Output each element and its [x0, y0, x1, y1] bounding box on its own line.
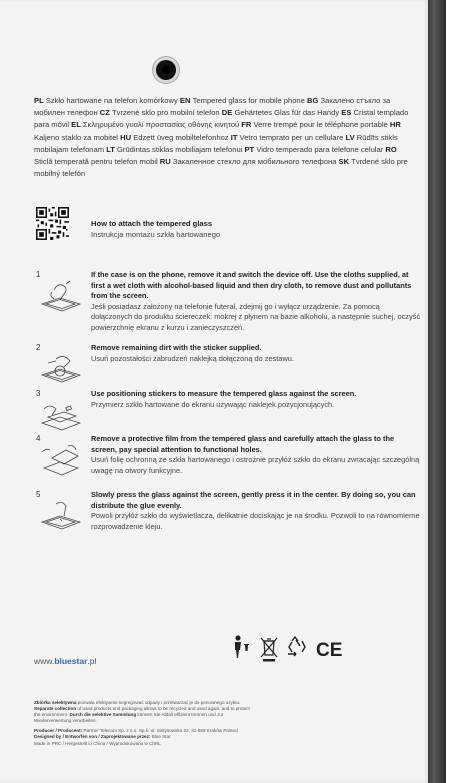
step-number: 1: [36, 270, 41, 279]
press-glass-illustration-icon: [38, 498, 84, 532]
website-brand: bluestar: [54, 656, 88, 666]
language-code: PT: [244, 144, 257, 154]
language-product-name: Vidro temperado para telefone celular: [256, 144, 386, 154]
tidy-man-icon: [235, 635, 249, 658]
language-code: PL: [34, 96, 46, 105]
qr-code-icon: [36, 207, 69, 240]
card-side-edge: [428, 0, 446, 783]
howto-title: How to attach the tempered glass: [91, 219, 213, 228]
language-product-name: Tvrdené sklo pre mobilný telefón: [34, 157, 408, 179]
apply-glass-illustration-icon: [38, 442, 84, 476]
language-code: EN: [179, 96, 193, 105]
fine-bold: Durch die selektive Sammlung: [69, 712, 137, 718]
language-code: RO: [385, 144, 397, 154]
language-product-name: Tvrzené sklo pro mobilní telefon: [112, 108, 222, 118]
step-number: 2: [36, 343, 41, 352]
dust-sticker-illustration-icon: [38, 351, 84, 385]
positioning-stickers-illustration-icon: [38, 397, 84, 431]
language-code: EL: [71, 120, 83, 130]
language-code: BG: [307, 96, 321, 105]
step-number: 3: [36, 389, 41, 398]
fine-text: können Sie Abfall effizient trennen und zur Wiederverwertung verarbeiten.: [34, 712, 224, 724]
hang-hole: [156, 60, 176, 80]
language-product-name: Verre trempé pour le téléphone portable: [253, 120, 390, 130]
step-instruction-en: If the case is on the phone, remove it and switch the device off. Use the cloths supplied, at first a wet cloth with alcohol-based liquid and then dry cloth, to remove dust and pollutants from the screen.: [91, 270, 412, 301]
languages-text: [34, 95, 414, 180]
language-product-name: Gehärtetes Glas für das Handy: [234, 108, 342, 118]
language-code: SK: [338, 157, 352, 167]
step-instruction-pl: Usuń folię ochronną ze szkła hartowanego i ostrożnie przyłóż szkło do ekranu zwracając szczególną uwagę na otwory funkcyjne.: [91, 455, 420, 475]
svg-text:CE: CE: [316, 640, 343, 661]
step-instruction-en: Use positioning stickers to measure the tempered glass against the screen.: [91, 389, 357, 398]
compliance-symbols: [230, 632, 360, 666]
recycling-note: [34, 700, 254, 724]
language-code: LT: [106, 144, 118, 154]
step-instruction-pl: Jeśli posiadasz założony na telefonie futerał, zdejmij go i wyłącz urządzenie. Za pomocą dołączonych do produktu ściereczek: mokrej z płynem na bazie alkoholu, a następnie suchej, oczyść powierzchnię ekranu z kurzu i zanieczyszczeń.: [91, 301, 421, 332]
language-code: CZ: [99, 108, 113, 118]
website-url: [34, 656, 96, 666]
step-instruction-en: Remove a protective film from the tempered glass and carefully attach the glass to the screen, pay special attention to functional holes.: [91, 434, 395, 454]
designer-text: Blue Star: [151, 734, 171, 740]
fine-text: of used products and packaging allows to be recycled and used again, and to protect the environment.: [34, 706, 250, 718]
language-product-name: Tempered glass for mobile phone: [192, 96, 307, 105]
language-product-name: Kaljeno staklo za mobitel: [34, 132, 121, 142]
fine-bold: Zbiórka selektywna: [34, 700, 77, 705]
step-instruction-en: Remove remaining dirt with the sticker supplied.: [91, 343, 262, 352]
language-product-name: Edzett üveg mobiltelefonhoz: [133, 132, 231, 142]
fine-print: [34, 700, 254, 751]
producer-info: [34, 728, 254, 746]
designer-label: Designed by / Entworfen von / Zaprojektowane przez:: [34, 734, 151, 740]
step-instruction-en: Slowly press the glass against the screen, gently press it in the center. By doing so, you can distribute the glue evenly.: [91, 490, 416, 510]
recycle-icon: [288, 637, 305, 656]
producer-label: Producer / Producent:: [34, 728, 83, 734]
language-product-name: Grūdintas stiklas mobiliajam telefonui: [117, 144, 245, 154]
ce-mark-icon: [316, 640, 342, 661]
crossed-bin-icon: [261, 638, 277, 662]
language-code: ES: [341, 108, 354, 118]
language-product-name: Szkło hartowane na telefon komórkowy: [45, 96, 180, 105]
language-code: HU: [120, 132, 134, 142]
language-code: FR: [241, 120, 254, 130]
wipe-screen-illustration-icon: [38, 278, 84, 312]
fine-text: pozwala efektywnie segregować odpady i przetwarzać je do ponownego użytku.: [76, 700, 241, 705]
language-product-name: Cristal templado para móvil: [34, 108, 409, 130]
language-code: IT: [230, 132, 240, 142]
language-code: RU: [159, 157, 173, 167]
step-instruction-pl: Powoli przyłóż szkło do wyświetlacza, delikatnie dociskając je na środku. Pozwoli to na równomierne rozprowadzenie kleju.: [91, 511, 420, 531]
howto-heading: [91, 219, 220, 240]
howto-subtitle: Instrukcja montażu szkła hartowanego: [91, 229, 221, 239]
website-suffix: .pl: [87, 656, 97, 666]
producer-text: Partner Telecom Sp. z o.o. Sp.k. ul. Sołtysowska 22, 31-589 Kraków Poland: [83, 728, 238, 734]
step-number: 5: [36, 490, 41, 499]
language-product-name: Sticlă temperată pentru telefon mobil: [34, 157, 160, 167]
made-in-text: Made in PRC / Hergestellt in China / Wyprodukowano w ChRL: [34, 740, 161, 746]
language-product-name: Σκληρυμένο γυαλί προστασίας οθόνης κινητού: [82, 120, 242, 130]
fine-bold: Separate collection: [34, 706, 77, 712]
language-code: DE: [221, 108, 235, 118]
language-code: HR: [389, 120, 401, 130]
step-instruction-pl: Przymierz szkło hartowane do ekranu używając naklejek pozycjonujących.: [91, 399, 335, 409]
step-instruction-pl: Usuń pozostałości zabrudzeń naklejką dołączoną do zestawu.: [91, 353, 294, 363]
language-product-name: Vetro temprato per un cellulare: [239, 132, 346, 142]
language-product-name: Закаленное стекло для мобильного телефона: [172, 157, 339, 167]
language-product-name: Rūdīts stikls mobilajam telefonam: [34, 132, 398, 154]
language-product-name: Закалено стъкло за мобилен телефон: [34, 96, 391, 118]
language-code: LV: [345, 132, 357, 142]
step-number: 4: [36, 434, 41, 443]
website-prefix: www.: [34, 656, 55, 666]
